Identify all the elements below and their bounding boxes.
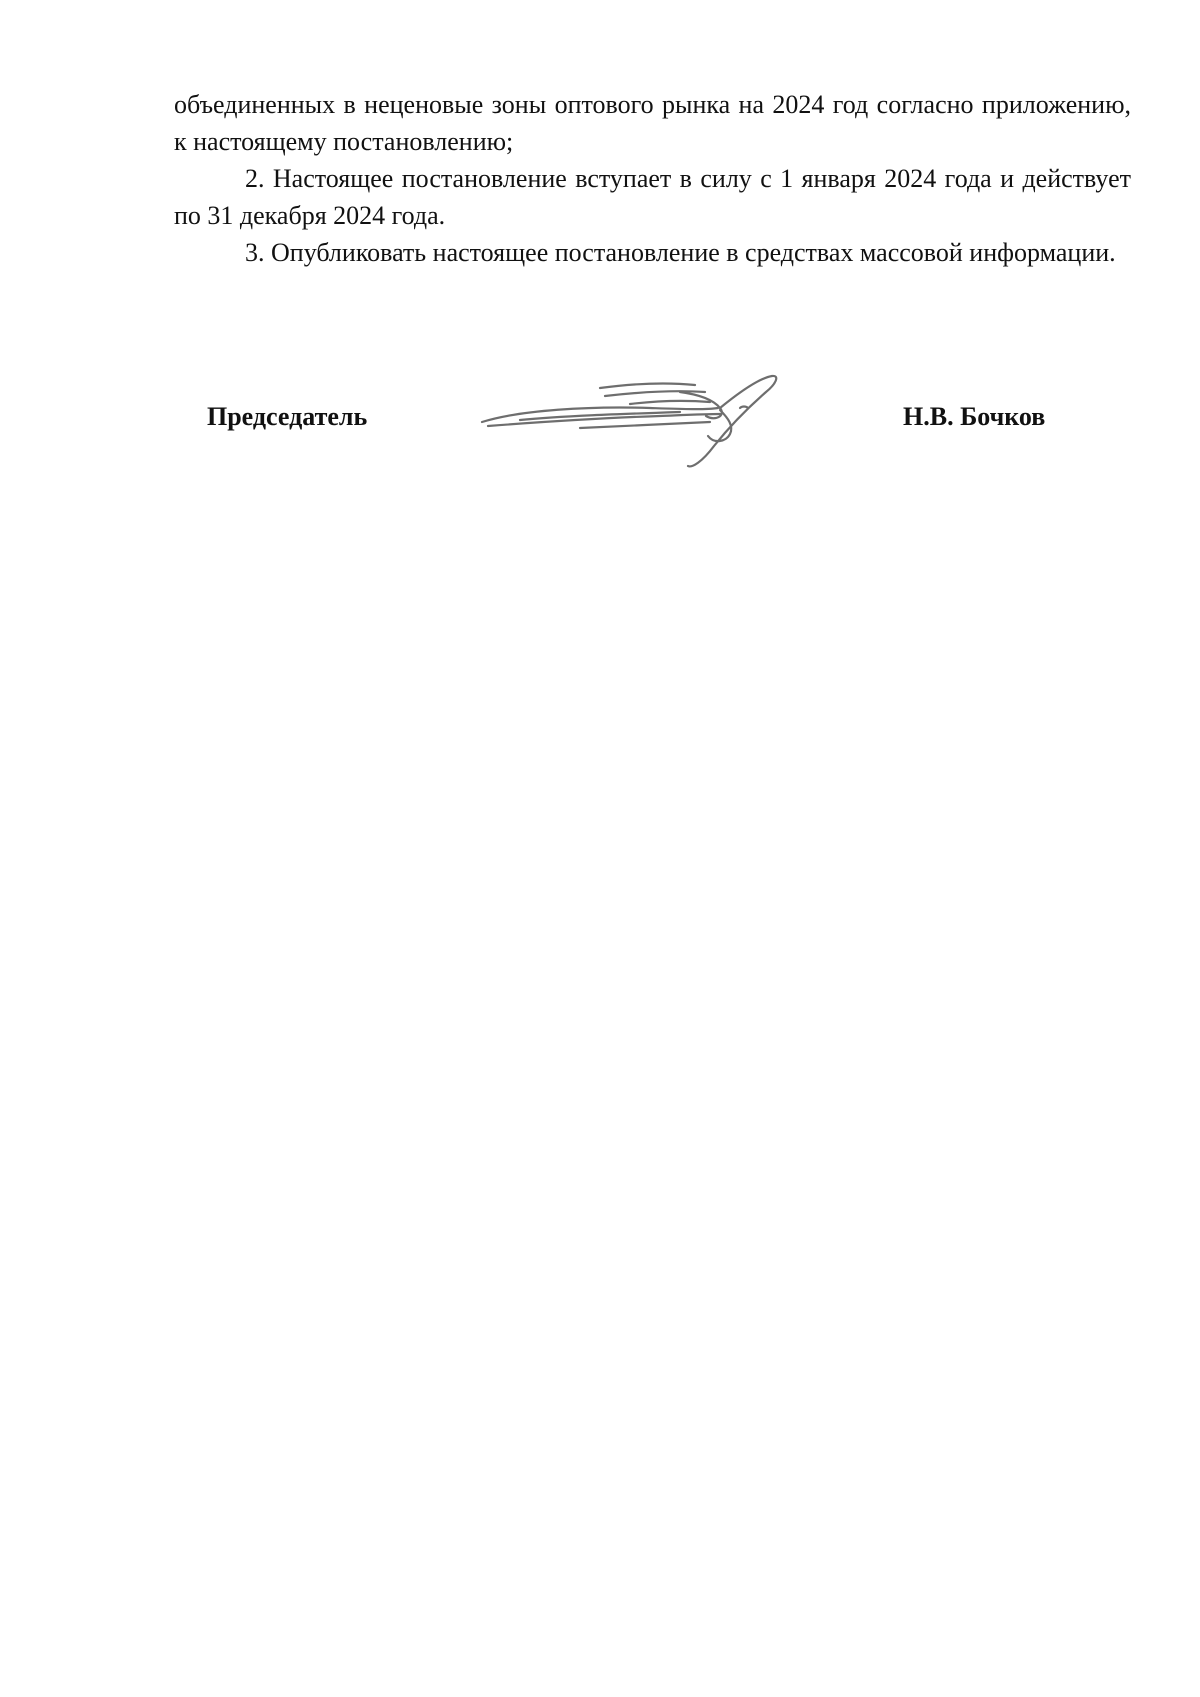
document-body: [174, 86, 1131, 271]
handwritten-signature: [480, 370, 800, 470]
signatory-name: Н.В. Бочков: [903, 402, 1046, 431]
signature-block: [0, 370, 1200, 480]
paragraph-item-2: 2. Настоящее постановление вступает в силу с 1 января 2024 года и действует по 31 декабря 2024 года.: [174, 164, 1131, 230]
paragraph-continuation: объединенных в неценовые зоны оптового рынка на 2024 год согласно приложению, к настоящему постановлению;: [174, 90, 1131, 156]
signatory-title: Председатель: [207, 402, 368, 431]
paragraph-item-3: 3. Опубликовать настоящее постановление в средствах массовой информации.: [245, 238, 1116, 267]
